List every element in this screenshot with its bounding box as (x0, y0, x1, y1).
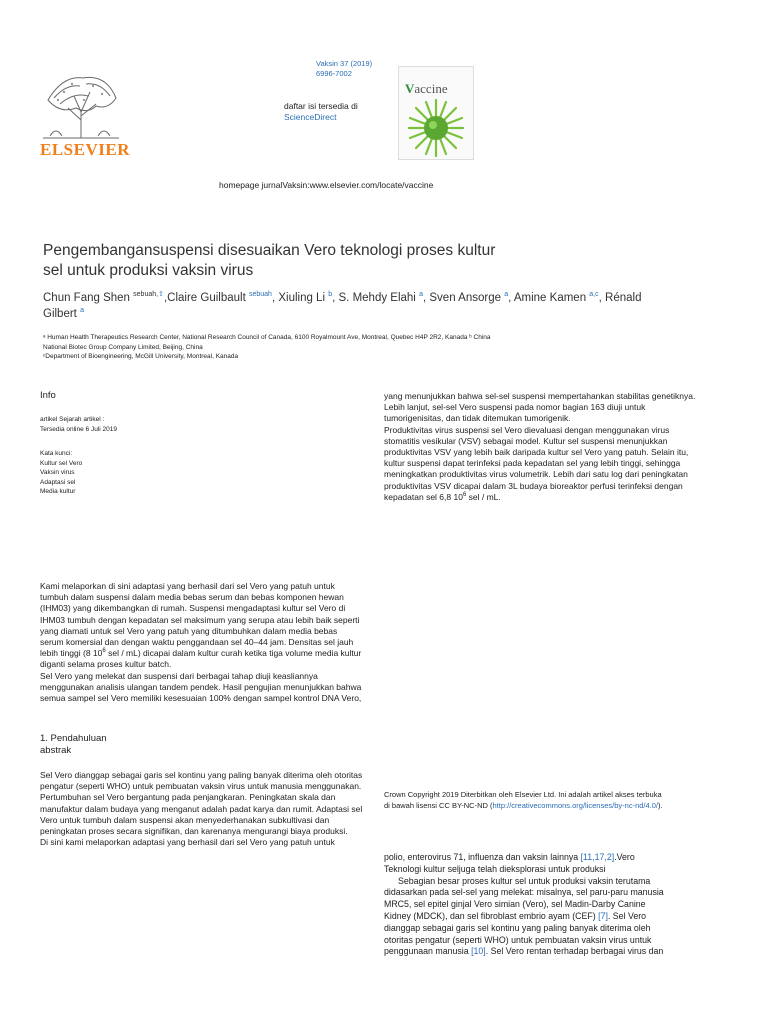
citation-link[interactable]: [11,17,2] (580, 852, 615, 862)
author-name[interactable]: Xiuling Li (278, 292, 326, 304)
journal-reference-1[interactable]: Vaksin 37 (2019) (316, 59, 373, 68)
homepage-url[interactable]: www.elsevier.com/locate/vaccine (309, 180, 434, 190)
keyword-item: Media kultur (40, 488, 76, 495)
sciencedirect-link[interactable]: ScienceDirect (284, 112, 337, 122)
elsevier-tree-icon (38, 70, 124, 140)
citation-link[interactable]: [10] (471, 946, 486, 957)
license-link[interactable]: http://creativecommons.org/licenses/by-nc-nd/4.0/ (492, 801, 659, 810)
affiliations: ᵃ Human Health Therapeutics Research Center, National Research Council of Canada, 6100 Royalmount Ave, Montreal, Quebec H4P 2R2, Kanada ᵇ China National Biotec Group Company Limited, Beijing, China ᶜDepartment of Bioengineering, McGill University, Montreal, Kanada (43, 334, 491, 360)
elsevier-logo (38, 70, 130, 162)
author-name[interactable]: Claire Guilbault (167, 292, 246, 304)
elsevier-wordmark: ELSEVIER (40, 140, 130, 159)
abstract-continuation: yang menunjukkan bahwa sel-sel suspensi mempertahankan stabilitas genetiknya. Lebih lanjut, sel-sel Vero suspensi pada nomor bagian 163 diuji untuk tumorigenisitas, dan tidak ditemukan tumorigenik. Produktivitas virus suspensi sel Vero dievaluasi dengan menggunakan virus stomatitis vesikular (VSV) sebagai model. Kultur sel suspensi menunjukkan produktivitas VSV yang lebih baik daripada kultur sel Vero yang patuh. Selain itu, kultur suspensi dapat terinfeksi pada kepadatan sel yang lebih tinggi, sehingga meningkatkan produktivitas virus volumetrik. Lebih dari satu log dari peningkatan produktivitas VSV dicapai dalam 3L budaya bioreaktor perfusi terinfeksi dengan kepadatan sel 6,8 $10^6$ sel / mL. (384, 391, 696, 502)
author-name[interactable]: Rénald Gilbert (43, 292, 642, 320)
citation-link[interactable]: [7] (598, 910, 608, 921)
introduction-heading: 1. Pendahuluan (40, 733, 107, 744)
intro-body-right: polio, enterovirus 71, influenza dan vaksin lainnya [11,17,2].Vero Teknologi kultur seljuga telah dieksplorasi untuk produksi Sebagian besar proses kultur sel untuk produksi vaksin terutama didasarkan pada sel-sel yang melekat: misalnya, sel paru-paru manusia MRC5, sel epitel ginjal Vero simian (Vero), sel Madin-Darby Canine Kidney (MDCK), dan sel fibroblast embrio ayam (CEF) [7]. Sel Vero dianggap sebagai garis sel kontinu yang paling banyak diterima oleh otoritas pengatur (seperti WHO) untuk pembuatan vaksin virus untuk penggunaan manusia [10]. Sel Vero rentan terhadap berbagai virus dan (384, 852, 664, 957)
virus-illustration-icon (399, 97, 473, 159)
info-heading: Info (40, 390, 56, 401)
corresponding-author-icon[interactable]: ⇧ (158, 291, 164, 299)
contents-available-label: daftar isi tersedia di (284, 101, 358, 111)
cover-title: Vaccine (405, 81, 448, 96)
abstract-results: Kami melaporkan di sini adaptasi yang berhasil dari sel Vero yang patuh untuk tumbuh dalam suspensi dalam media bebas serum dan bebas komponen hewan (IHM03) yang dikembangkan di rumah. Suspensi mengadaptasi kultur sel Vero di IHM03 tumbuh dengan kepadatan sel maksimum yang serupa atau lebih baik seperti yang diamati untuk sel Vero yang patuh yang ditumbuhkan dalam media bebas serum komersial dan dengan waktu penggandaan sel 40–44 jam. Densitas sel jauh lebih tinggi (8 $10^6$ sel / mL) dicapai dalam kultur curah ketika tiga volume media kultur diganti selama proses kultur batch. Sel Vero yang melekat dan suspensi dari berbagai tahap diuji keasliannya menggunakan analisis ulangan tandem pendek. Hasil pengujian menunjukkan bahwa semua sampel sel Vero memiliki kesesuaian 100% dengan sampel kontrol DNA Vero, (40, 581, 362, 704)
journal-homepage: homepage jurnalVaksin:www.elsevier.com/locate/vaccine (219, 180, 434, 190)
abstract-body (40, 459, 385, 470)
author-name[interactable]: S. Mehdy Elahi (338, 292, 416, 304)
article-title: Pengembangansuspensi disesuaikan Vero teknologi proses kultur sel untuk produksi vaksin virus (43, 242, 496, 279)
journal-reference-2[interactable]: 6996-7002 (316, 69, 352, 78)
author-name[interactable]: Amine Kamen (513, 292, 587, 304)
keywords: Kata kunci: Kultur sel Vero Vaksin virus Adaptasi sel Media kultur (40, 450, 83, 495)
keyword-item: Kultur sel Vero (40, 459, 83, 467)
author-list: Chun Fang Shen $^{sebuah,⇧}$,Claire Guilbault $^{sebuah}$, Xiuling Li $^b$, S. Mehdy Elahi $^a$, Sven Ansorge $^a$, Amine Kamen $^{a,c}$, Rénald Gilbert $^a$ (43, 291, 642, 320)
keyword-item: Vaksin virus (40, 469, 75, 476)
copyright-notice: Crown Copyright 2019 Diterbitkan oleh Elsevier Ltd. Ini adalah artikel akses terbuka di bawah lisensi CC BY-NC-ND (http://creativecommons.org/licenses/by-nc-nd/4.0/). (384, 790, 663, 810)
journal-cover[interactable] (398, 66, 474, 160)
abstract-intro: Sel Vero dianggap sebagai garis sel kontinu yang paling banyak diterima oleh otoritas pengatur (seperti WHO) untuk pembuatan vaksin virus untuk manusia menggunakan. Pertumbuhan sel Vero bergantung pada penjangkaran. Peningkatan skala dan manufaktur dalam budaya yang menganut adalah padat karya dan rumit. Adaptasi sel Vero untuk tumbuh dalam suspensi akan menyederhanakan subkultivasi dan peningkatan proses secara signifikan, dan karenanya mengurangi biaya produksi. Di sini kami melaporkan adaptasi yang berhasil dari sel Vero yang patuh untuk (40, 770, 363, 848)
keyword-item: Adaptasi sel (40, 478, 76, 486)
article-history: artikel Sejarah artikel : Tersedia online 6 Juli 2019 (40, 416, 117, 433)
abstract-heading: abstrak (40, 745, 72, 756)
author-name[interactable]: Chun Fang Shen (43, 292, 130, 304)
author-name[interactable]: Sven Ansorge (429, 292, 501, 304)
